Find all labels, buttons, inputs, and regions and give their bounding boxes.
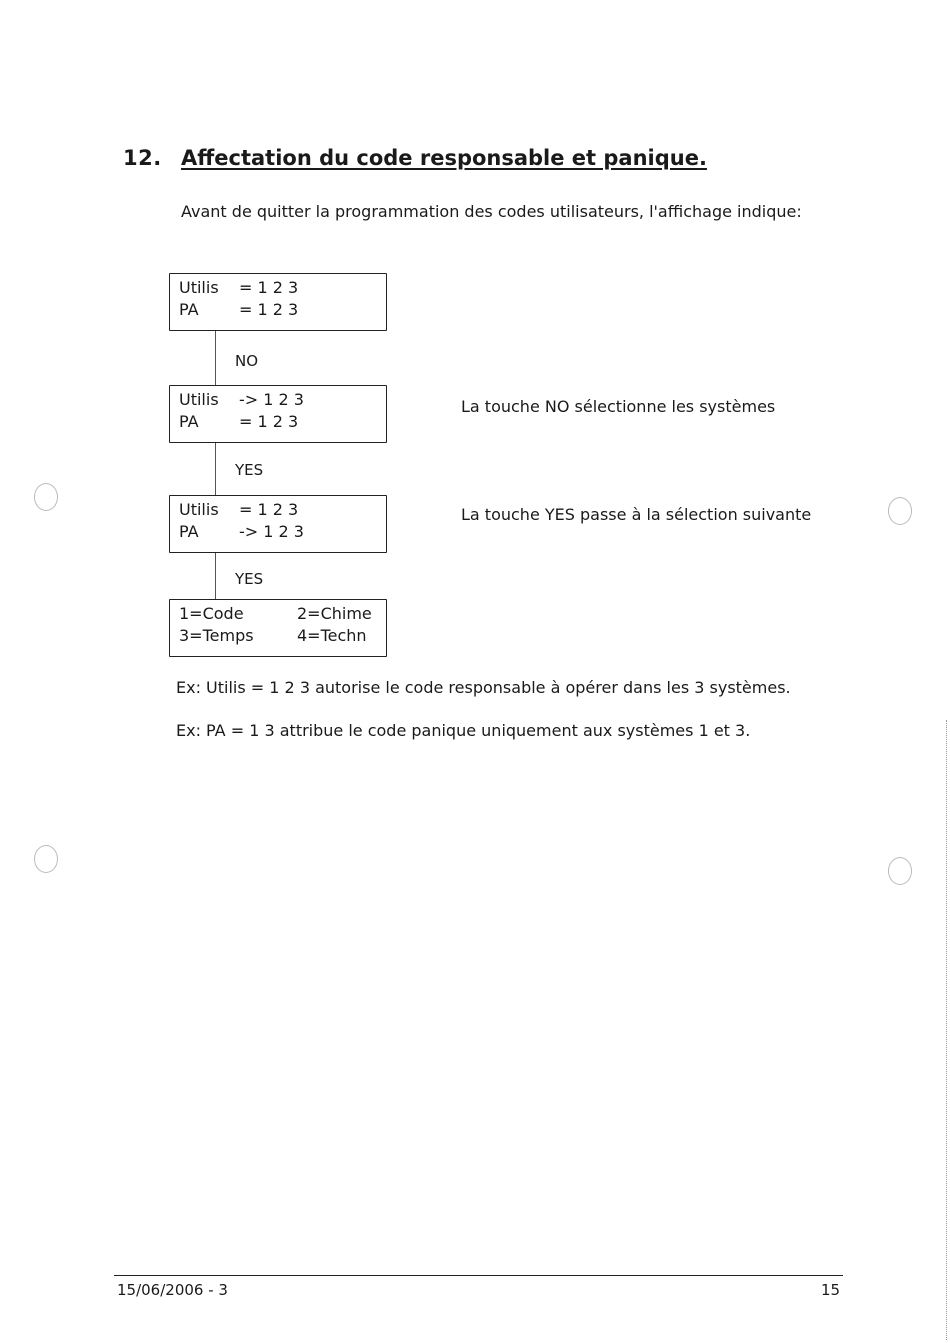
display-row xyxy=(179,603,386,625)
display-value: = 1 2 3 xyxy=(239,300,299,319)
display-value: -> 1 2 3 xyxy=(239,522,304,541)
display-label: Utilis xyxy=(179,390,219,409)
lcd-display-4 xyxy=(169,599,387,657)
punch-hole xyxy=(34,483,58,511)
flow-connector xyxy=(215,331,216,385)
footer-rule xyxy=(114,1275,843,1276)
example-2: Ex: PA = 1 3 attribue le code panique uniquement aux systèmes 1 et 3. xyxy=(176,721,751,740)
example-1: Ex: Utilis = 1 2 3 autorise le code responsable à opérer dans les 3 systèmes. xyxy=(176,678,791,697)
menu-option: 4=Techn xyxy=(297,626,367,645)
display-value: = 1 2 3 xyxy=(239,412,299,431)
lcd-display-2 xyxy=(169,385,387,443)
menu-option: 2=Chime xyxy=(297,604,372,623)
display-label: Utilis xyxy=(179,278,219,297)
display-value: -> 1 2 3 xyxy=(239,390,304,409)
footer-date: 15/06/2006 - 3 xyxy=(117,1281,228,1299)
menu-option: 3=Temps xyxy=(179,626,254,645)
section-title: Affectation du code responsable et panique. xyxy=(181,146,707,170)
display-row xyxy=(179,521,386,543)
display-row xyxy=(179,625,386,647)
scan-edge xyxy=(946,720,947,1340)
display-label: PA xyxy=(179,522,199,541)
intro-text: Avant de quitter la programmation des codes utilisateurs, l'affichage indique: xyxy=(181,202,802,221)
punch-hole xyxy=(34,845,58,873)
punch-hole xyxy=(888,497,912,525)
menu-option: 1=Code xyxy=(179,604,244,623)
key-label-yes: YES xyxy=(235,570,264,588)
page-number: 15 xyxy=(821,1281,841,1299)
display-value: = 1 2 3 xyxy=(239,500,299,519)
key-label-no: NO xyxy=(235,352,259,370)
display-row xyxy=(179,277,386,299)
lcd-display-1 xyxy=(169,273,387,331)
lcd-display-3 xyxy=(169,495,387,553)
flow-connector xyxy=(215,443,216,495)
flow-connector xyxy=(215,553,216,599)
display-label: Utilis xyxy=(179,500,219,519)
display-row xyxy=(179,499,386,521)
note-no-key: La touche NO sélectionne les systèmes xyxy=(461,397,776,416)
display-row xyxy=(179,299,386,321)
display-row xyxy=(179,411,386,433)
key-label-yes: YES xyxy=(235,461,264,479)
section-number: 12. xyxy=(123,146,162,170)
punch-hole xyxy=(888,857,912,885)
display-value: = 1 2 3 xyxy=(239,278,299,297)
display-label: PA xyxy=(179,300,199,319)
display-label: PA xyxy=(179,412,199,431)
display-row xyxy=(179,389,386,411)
note-yes-key: La touche YES passe à la sélection suivante xyxy=(461,505,812,524)
